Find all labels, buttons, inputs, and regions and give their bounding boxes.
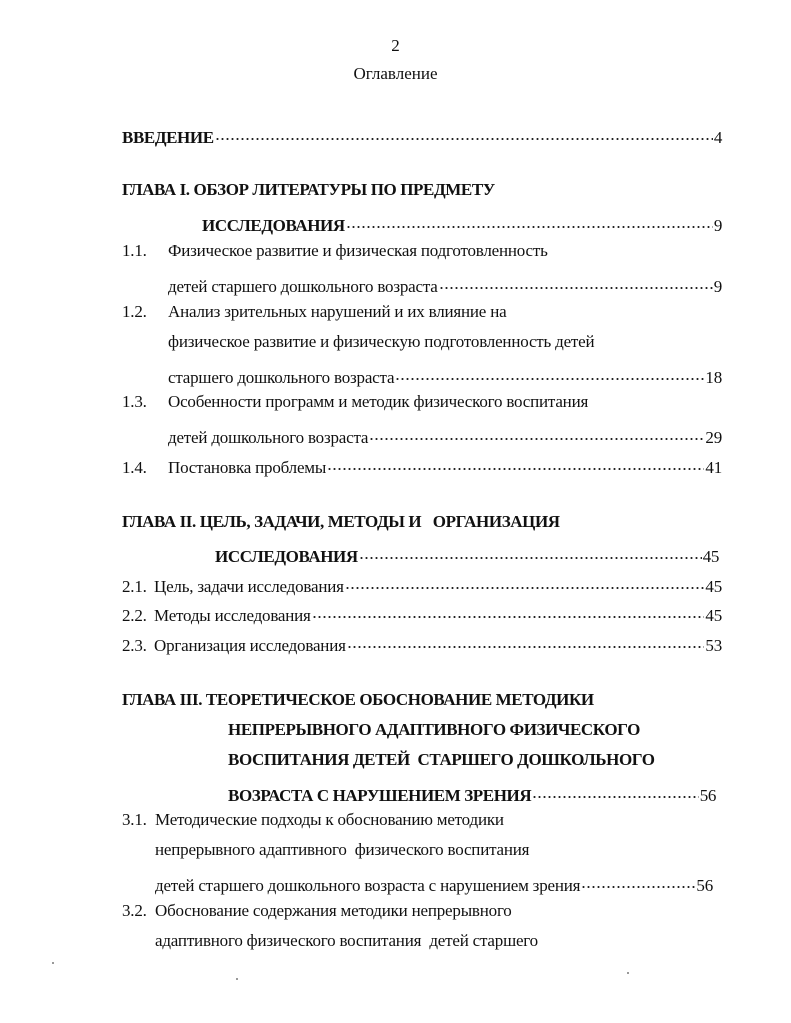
leader-dots (532, 779, 699, 801)
section-3-2-cont (155, 930, 538, 952)
section-text: непрерывного адаптивного физического воспитания (155, 840, 530, 859)
section-text: старшего дошкольного возраста (168, 368, 395, 387)
section-number: 1.1. (122, 241, 147, 260)
leader-dots (347, 629, 705, 651)
chapter-1-heading-cont (202, 209, 722, 235)
section-text: Обоснование содержания методики непрерывного (155, 901, 512, 920)
section-3-1 (122, 809, 504, 831)
entry-label: ВВЕДЕНИЕ (122, 128, 214, 147)
section-1-2-cont (168, 331, 594, 353)
leader-dots (369, 421, 704, 443)
section-3-1-cont2 (155, 869, 713, 895)
section-text: адаптивного физического воспитания детей старшего (155, 931, 538, 950)
chapter-2-heading: ГЛАВА II. ЦЕЛЬ, ЗАДАЧИ, МЕТОДЫ И ОРГАНИЗАЦИЯ (122, 512, 560, 531)
section-1-3-cont (168, 421, 722, 447)
section-number: 2.1. (122, 577, 147, 596)
section-number: 2.3. (122, 636, 147, 655)
section-2-1 (122, 570, 722, 596)
section-number: 2.2. (122, 606, 147, 625)
entry-page: 53 (705, 636, 722, 655)
section-1-1 (122, 240, 548, 262)
toc-entry-intro (122, 121, 722, 147)
entry-page: 9 (713, 216, 722, 235)
toc-title: Оглавление (353, 64, 438, 83)
chapter-1-heading: ГЛАВА I. ОБЗОР ЛИТЕРАТУРЫ ПО ПРЕДМЕТУ (122, 180, 495, 199)
chapter-3-heading-cont2: ВОСПИТАНИЯ ДЕТЕЙ СТАРШЕГО ДОШКОЛЬНОГО (228, 750, 655, 769)
section-text: Организация исследования (154, 636, 346, 655)
leader-dots (215, 121, 713, 143)
section-2-3 (122, 629, 722, 655)
leader-dots (395, 361, 704, 383)
section-number: 1.4. (122, 458, 147, 477)
section-number: 1.3. (122, 392, 147, 411)
leader-dots (439, 270, 713, 292)
section-text: Методы исследования (154, 606, 311, 625)
entry-page: 4 (713, 128, 722, 147)
entry-page: 9 (713, 277, 722, 296)
chapter-3-heading-cont: НЕПРЕРЫВНОГО АДАПТИВНОГО ФИЗИЧЕСКОГО (228, 720, 640, 739)
leader-dots (346, 209, 713, 231)
chapter-3-heading: ГЛАВА III. ТЕОРЕТИЧЕСКОЕ ОБОСНОВАНИЕ МЕТОДИКИ (122, 690, 594, 709)
section-2-2 (122, 599, 722, 625)
section-number: 3.2. (122, 901, 147, 920)
entry-page: 56 (696, 876, 713, 895)
entry-label: ВОЗРАСТА С НАРУШЕНИЕМ ЗРЕНИЯ (228, 786, 532, 805)
chapter-3-heading-cont3 (228, 779, 716, 805)
section-1-3 (122, 391, 588, 413)
leader-dots (327, 451, 704, 473)
entry-page: 29 (705, 428, 722, 447)
section-text: Цель, задачи исследования (154, 577, 344, 596)
entry-label: ИССЛЕДОВАНИЯ (202, 216, 345, 235)
scan-speck (627, 972, 629, 974)
entry-label: ИССЛЕДОВАНИЯ (215, 547, 358, 566)
section-1-2 (122, 301, 506, 323)
section-number: 3.1. (122, 810, 147, 829)
scan-speck (52, 962, 54, 964)
leader-dots (312, 599, 705, 621)
entry-page: 45 (702, 547, 719, 566)
section-1-2-cont2 (168, 361, 722, 387)
leader-dots (359, 540, 702, 562)
section-3-1-cont (155, 839, 529, 861)
section-text: детей дошкольного возраста (168, 428, 369, 447)
section-number: 1.2. (122, 302, 147, 321)
entry-page: 45 (705, 606, 722, 625)
section-text: Особенности программ и методик физического воспитания (168, 392, 589, 411)
leader-dots (345, 570, 705, 592)
entry-page: 18 (705, 368, 722, 387)
section-text: Методические подходы к обоснованию методики (155, 810, 504, 829)
section-text: детей старшего дошкольного возраста с нарушением зрения (155, 876, 581, 895)
section-text: Постановка проблемы (168, 458, 327, 477)
entry-page: 56 (699, 786, 716, 805)
chapter-2-heading-cont (215, 540, 719, 566)
entry-page: 41 (705, 458, 722, 477)
section-1-4 (122, 451, 722, 477)
section-1-1-cont (168, 270, 722, 296)
section-text: физическое развитие и физическую подготовленность детей (168, 332, 595, 351)
entry-page: 45 (705, 577, 722, 596)
section-text: детей старшего дошкольного возраста (168, 277, 438, 296)
scan-speck (236, 978, 238, 980)
page-number: 2 (391, 36, 400, 55)
section-text: Анализ зрительных нарушений и их влияние на (168, 302, 507, 321)
section-3-2 (122, 900, 512, 922)
leader-dots (581, 869, 695, 891)
section-text: Физическое развитие и физическая подготовленность (168, 241, 548, 260)
